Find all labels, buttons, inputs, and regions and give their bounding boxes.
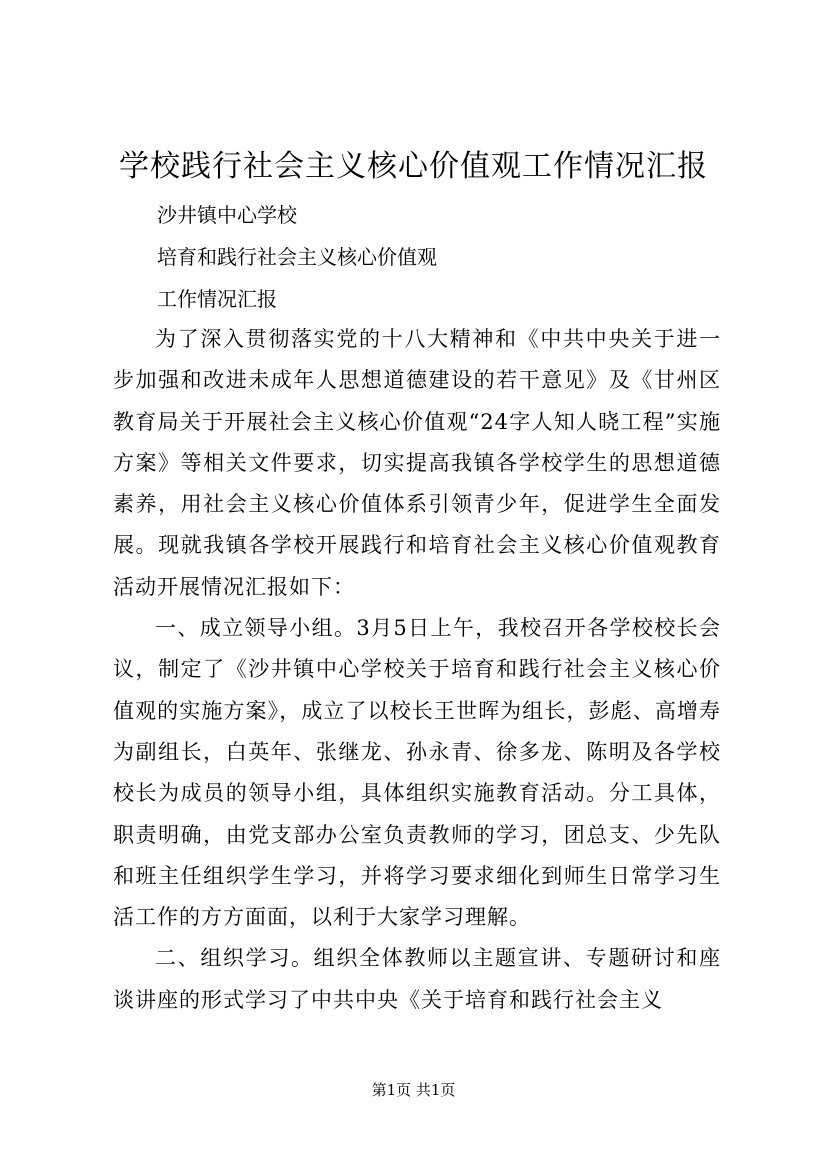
school-name-line: 沙井镇中心学校: [157, 203, 297, 227]
intro-paragraph: 为了深入贯彻落实党的十八大精神和《中共中央关于进一步加强和改进未成年人思想道德建设的若干意见》及《甘州区教育局关于开展社会主义核心价值观“24字人知人晓工程”实施方案》等相关文件要求，切实提高我镇各学校学生的思想道德素养，用社会主义核心价值体系引领青少年，促进学生全面发展。现就我镇各学校开展践行和培育社会主义核心价值观教育活动开展情况汇报如下：: [113, 327, 721, 599]
report-title-line: 工作情况汇报: [157, 287, 277, 311]
page-footer: 第1页 共1页: [371, 1081, 456, 1099]
section-two-paragraph: 二、组织学习。组织全体教师以主题宣讲、专题研讨和座谈讲座的形式学习了中共中央《关于培育和践行社会主义: [113, 946, 721, 1012]
section-one-paragraph: 一、成立领导小组。3月5日上午，我校召开各学校校长会议，制定了《沙井镇中心学校关于培育和践行社会主义核心价值观的实施方案》，成立了以校长王世晖为组长，彭彪、高增寿为副组长，白英年、张继龙、孙永青、徐多龙、陈明及各学校校长为成员的领导小组，具体组织实施教育活动。分工具体，职责明确，由党支部办公室负责教师的学习，团总支、少先队和班主任组织学生学习，并将学习要求细化到师生日常学习生活工作的方方面面，以利于大家学习理解。: [113, 616, 721, 930]
document-body: [113, 319, 721, 1021]
document-title: 学校践行社会主义核心价值观工作情况汇报: [119, 149, 708, 184]
subject-line: 培育和践行社会主义核心价值观: [157, 245, 437, 269]
